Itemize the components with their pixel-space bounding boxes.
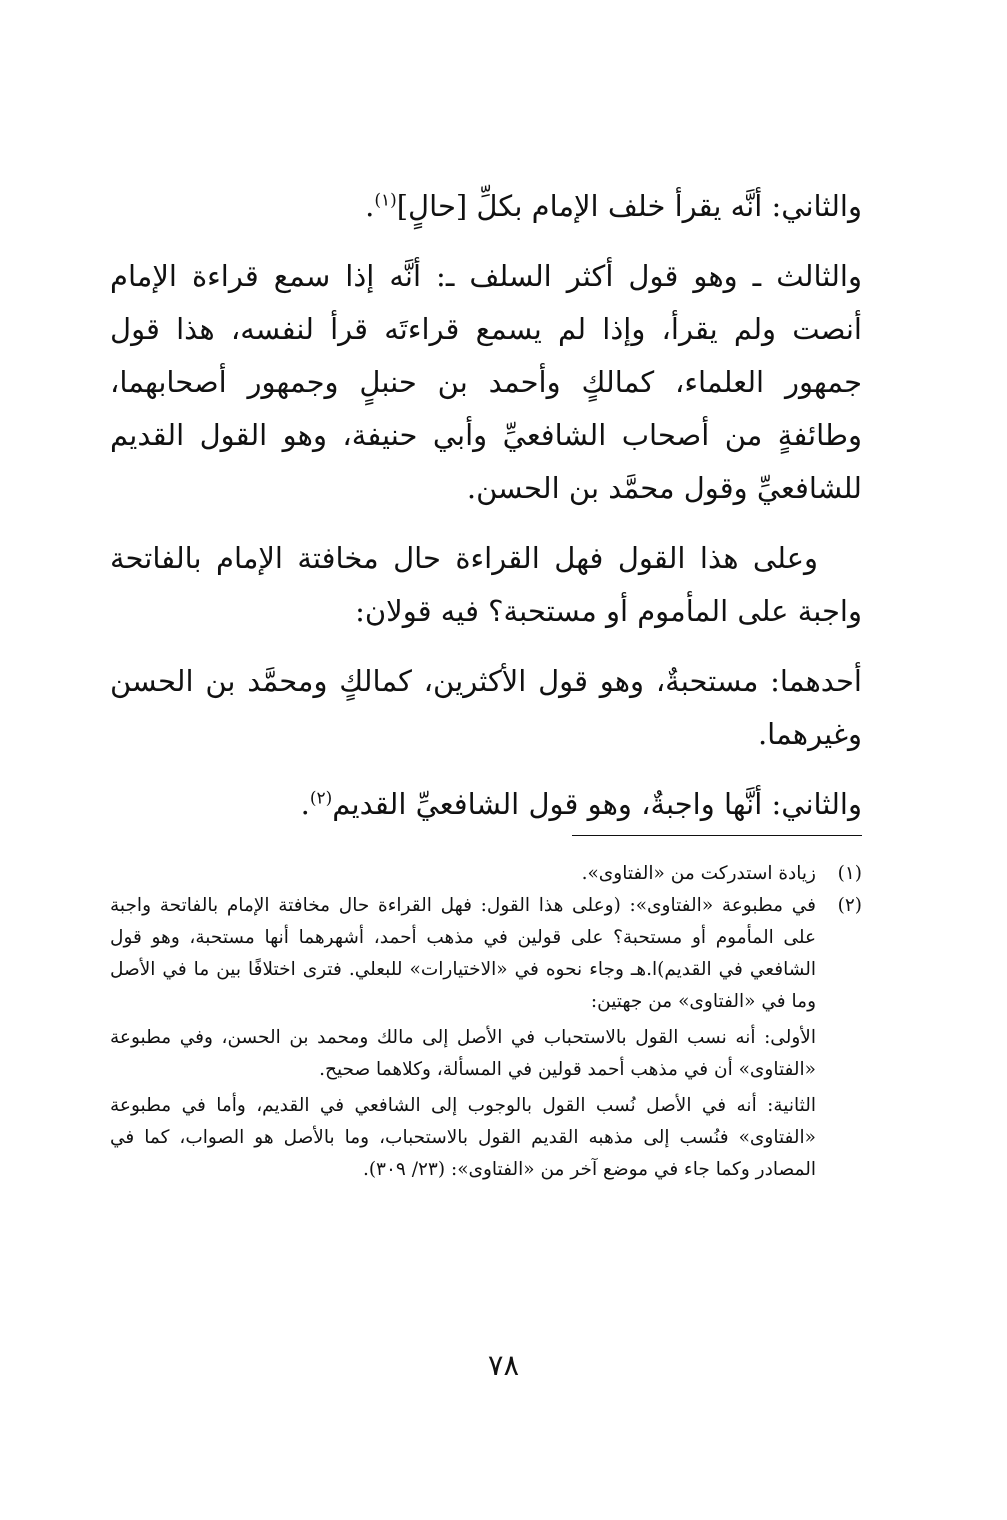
footnote-number: (٢) [837, 895, 862, 916]
paragraph-third-opinion: والثالث ـ وهو قول أكثر السلف ـ: أنَّه إذا سمع قراءة الإمام أنصت ولم يقرأ، وإذا لم يسمع قراءتَه قرأ لنفسه، هذا قول جمهور العلماء، كمالكٍ وأحمد بن حنبلٍ وجمهور أصحابهما، وطائفةٍ من أصحاب الشافعيِّ وأبي حنيفة، وهو القول القديم للشافعيِّ وقول محمَّد بن الحسن. [110, 259, 862, 505]
footnote-2 [110, 890, 862, 1186]
paragraph-question: وعلى هذا القول فهل القراءة حال مخافتة الإمام بالفاتحة واجبة على المأموم أو مستحبة؟ فيه قولان: [110, 541, 862, 628]
paragraph-first-answer: أحدهما: مستحبةٌ، وهو قول الأكثرين، كمالكٍ ومحمَّد بن الحسن وغيرهما. [110, 664, 862, 751]
footnote-text: زيادة استدركت من «الفتاوى». [581, 863, 816, 884]
footnotes [110, 858, 862, 1186]
paragraph-text: والثاني: أنَّه يقرأ خلف الإمام بكلِّ [حالٍ] [396, 189, 862, 223]
page-number: ٧٨ [487, 1348, 520, 1382]
paragraph-second-answer [110, 778, 862, 831]
footnote-1 [110, 858, 862, 890]
footnote-separator [572, 835, 862, 836]
paragraph-tail: . [300, 787, 310, 821]
footnote-number: (١) [837, 863, 862, 884]
main-text [110, 180, 862, 831]
footnote-text: الثانية: أنه في الأصل نُسب القول بالوجوب إلى الشافعي في القديم، وأما في مطبوعة «الفتاوى» فنُسب إلى مذهبه القديم القول بالاستحباب، وما بالأصل هو الصواب، كما في المصادر وكما جاء في موضع آخر من «الفتاوى»: (٢٣/ ٣٠٩). [110, 1095, 816, 1180]
paragraph-tail: . [365, 189, 375, 223]
paragraph-text: والثاني: أنَّها واجبةٌ، وهو قول الشافعيِّ القديم [332, 787, 862, 821]
footnote-text: الأولى: أنه نسب القول بالاستحباب في الأصل إلى مالك ومحمد بن الحسن، وفي مطبوعة «الفتاوى» أن في مذهب أحمد قولين في المسألة، وكلاهما صحيح. [110, 1027, 816, 1080]
paragraph-second-opinion [110, 180, 862, 233]
footnote-ref-1[interactable]: (١) [374, 190, 397, 211]
footnote-text: في مطبوعة «الفتاوى»: (وعلى هذا القول: فهل القراءة حال مخافتة الإمام بالفاتحة واجبة على المأموم أو مستحبة؟ على قولين في مذهب أحمد، أشهرهما أنها مستحبة، وهو قول الشافعي في القديم)ا.هـ وجاء نحوه في «الاختيارات» للبعلي. فترى اختلافًا بين ما في الأصل وما في «الفتاوى» من جهتين: [110, 895, 816, 1012]
footnote-ref-2[interactable]: (٢) [309, 788, 333, 809]
